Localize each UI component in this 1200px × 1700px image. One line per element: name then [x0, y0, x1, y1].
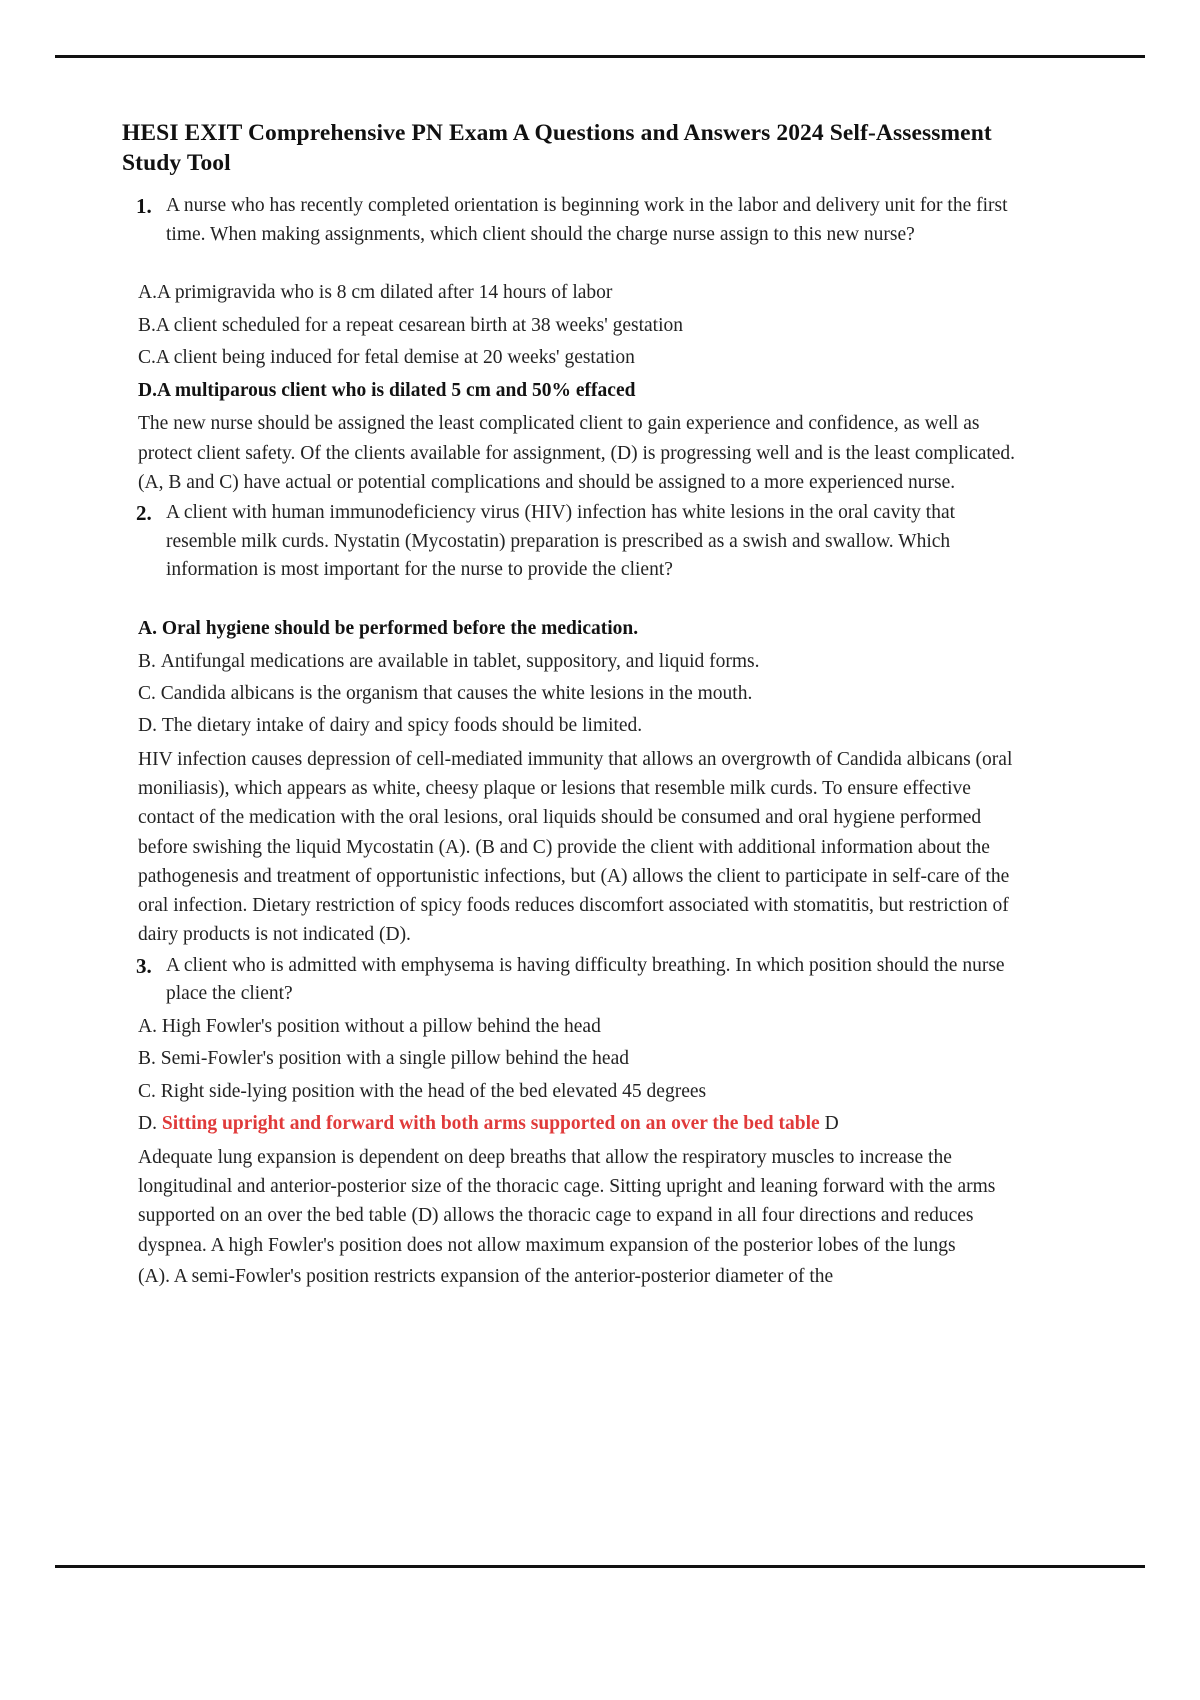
- option-letter: B.: [138, 1048, 156, 1070]
- answer-option[interactable]: [122, 279, 1022, 307]
- option-text: A primigravida who is 8 cm dilated after 14 hours of labor: [156, 282, 613, 304]
- answer-option[interactable]: [122, 680, 1022, 708]
- rationale-text-continued: (A). A semi-Fowler's position restricts expansion of the anterior-posterior diameter of the: [138, 1265, 834, 1287]
- option-letter: B.: [138, 314, 156, 336]
- option-letter: A.: [138, 1016, 157, 1037]
- spacer: [122, 589, 1022, 615]
- question-number: 1.: [136, 194, 152, 219]
- answer-option[interactable]: [122, 648, 1022, 676]
- option-letter: D.: [138, 1113, 157, 1135]
- option-text: Right side-lying position with the head of the bed elevated 45 degrees: [160, 1080, 707, 1102]
- option-answer-key: D: [824, 1113, 839, 1135]
- answer-option[interactable]: [122, 1045, 1022, 1073]
- question-block: [122, 192, 1022, 249]
- option-letter: D.: [138, 715, 157, 737]
- option-text: Candida albicans is the organism that causes the white lesions in the mouth.: [160, 683, 753, 704]
- option-letter: B.: [138, 650, 156, 672]
- option-letter: A.: [138, 282, 157, 304]
- question-number: 2.: [136, 501, 152, 526]
- footer-rule: [55, 1565, 1145, 1568]
- answer-option[interactable]: [122, 1078, 1022, 1106]
- header-rule: [55, 55, 1145, 58]
- spacer: [122, 253, 1022, 279]
- option-text: Oral hygiene should be performed before the medication.: [161, 618, 639, 640]
- option-letter: A.: [138, 618, 157, 640]
- option-letter: C.: [138, 347, 156, 369]
- option-text-highlighted: Sitting upright and forward with both arms supported on an over the bed table: [161, 1113, 820, 1135]
- answer-option[interactable]: [122, 1013, 1022, 1041]
- option-letter: D.: [138, 379, 157, 401]
- question-stem: A nurse who has recently completed orientation is beginning work in the labor and delivery unit for the first time. When making assignments, which client should the charge nurse assign to this new nurse?: [166, 195, 1008, 245]
- question-number: 3.: [136, 953, 152, 978]
- answer-option-correct[interactable]: [122, 377, 1022, 405]
- rationale-text: Adequate lung expansion is dependent on deep breaths that allow the respiratory muscles to increase the longitudinal and anterior-posterior size of the thoracic cage. Sitting upright and leaning forward with the arms supported on an over the bed table (D) allows the thoracic cage to expand in all four directions and reduces dyspnea. A high Fowler's position does not allow maximum expansion of the posterior lobes of the lungs: [138, 1146, 996, 1256]
- option-text: Antifungal medications are available in tablet, suppository, and liquid forms.: [160, 650, 760, 672]
- document-body: [122, 118, 1022, 1293]
- rationale-text: HIV infection causes depression of cell-mediated immunity that allows an overgrowth of Candida albicans (oral moniliasis), which appears as white, cheesy plaque or lesions that resemble milk curds. To ensure effective contact of the medication with the oral lesions, oral liquids should be consumed and oral hygiene performed before swishing the liquid Mycostatin (A). (B and C) provide the client with additional information about the pathogenesis and treatment of opportunistic infections, but (A) allows the client to participate in self-care of the oral infection. Dietary restriction of spicy foods reduces discomfort associated with stomatitis, but restriction of dairy products is not indicated (D).: [138, 748, 1013, 946]
- answer-option[interactable]: [122, 712, 1022, 740]
- option-letter: C.: [138, 683, 156, 704]
- question-block: [122, 499, 1022, 585]
- question-stem: A client who is admitted with emphysema is having difficulty breathing. In which position should the nurse place the client?: [166, 954, 1005, 1005]
- question-stem: A client with human immunodeficiency virus (HIV) infection has white lesions in the oral cavity that resemble milk curds. Nystatin (Mycostatin) preparation is prescribed as a swish and swallow. Which information is most important for the nurse to provide the client?: [166, 502, 956, 581]
- page-title: HESI EXIT Comprehensive PN Exam A Questions and Answers 2024 Self-Assessment Study Tool: [122, 120, 992, 177]
- option-text: Semi-Fowler's position with a single pillow behind the head: [160, 1048, 629, 1070]
- rationale-text: The new nurse should be assigned the least complicated client to gain experience and confidence, as well as protect client safety. Of the clients available for assignment, (D) is progressing well and is the least complicated. (A, B and C) have actual or potential complications and should be assigned to a more experienced nurse.: [138, 413, 1016, 493]
- answer-option-correct[interactable]: [122, 615, 1022, 643]
- answer-option[interactable]: [122, 344, 1022, 372]
- option-text: A client being induced for fetal demise at 20 weeks' gestation: [155, 347, 635, 369]
- option-text: High Fowler's position without a pillow behind the head: [161, 1016, 601, 1037]
- option-text: The dietary intake of dairy and spicy foods should be limited.: [161, 715, 643, 737]
- answer-option[interactable]: [122, 312, 1022, 340]
- option-text: A multiparous client who is dilated 5 cm and 50% effaced: [156, 379, 636, 401]
- option-text: A client scheduled for a repeat cesarean birth at 38 weeks' gestation: [155, 314, 683, 336]
- option-letter: C.: [138, 1080, 156, 1102]
- question-block: [122, 952, 1022, 1009]
- answer-option-highlighted[interactable]: [122, 1110, 1022, 1138]
